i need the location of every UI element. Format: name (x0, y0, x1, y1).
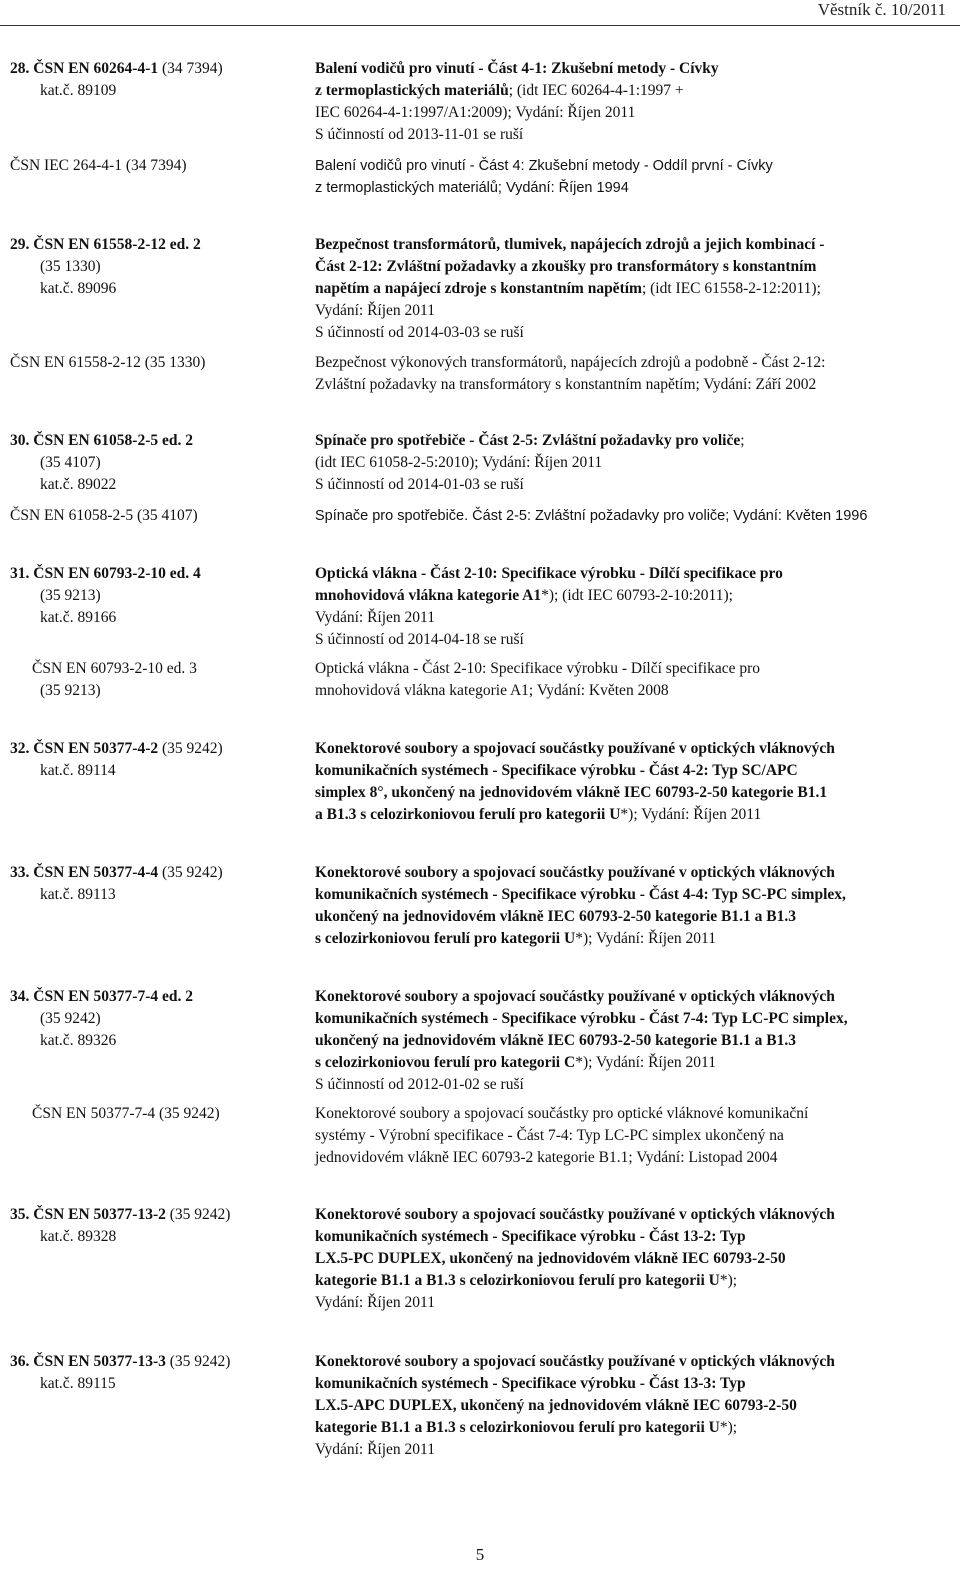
entry-number: 28. (10, 60, 30, 77)
standard-title: Konektorové soubory a spojovací součástky používané v optických vláknových (315, 988, 835, 1005)
standard-title: LX.5-PC DUPLEX, ukončený na jednovidovém vlákně IEC 60793-2-50 (315, 1250, 786, 1267)
catalog-number: kat.č. 89114 (40, 762, 116, 779)
issue-date: Vydání: Říjen 2011 (315, 1441, 435, 1458)
class-code: (35 9242) (165, 1353, 231, 1370)
standard-title: ukončený na jednovidovém vlákně IEC 60793-2-50 kategorie B1.1 a B1.3 (315, 1032, 796, 1049)
standard-details: ; (idt IEC 60264-4-1:1997 + (508, 82, 684, 99)
standard-code: ČSN EN 50377-4-4 (33, 864, 159, 881)
standard-code: ČSN EN 61058-2-5 ed. 2 (33, 432, 193, 449)
catalog-number: kat.č. 89166 (40, 609, 117, 626)
standard-details: ; (740, 432, 745, 449)
standard-code: ČSN EN 50377-4-2 (33, 740, 159, 757)
entry-number: 29. (10, 236, 30, 253)
replaced-standard-title: Balení vodičů pro vinutí - Část 4: Zkušební metody - Oddíl první - Cívky (315, 158, 773, 174)
entry-number: 30. (10, 432, 30, 449)
replaced-standard-title: Bezpečnost výkonových transformátorů, napájecích zdrojů a podobně - Část 2-12: (315, 354, 826, 371)
standard-title: komunikačních systémech - Specifikace výrobku - Část 13-2: Typ (315, 1228, 746, 1245)
standard-title-cont: kategorie B1.1 a B1.3 s celozirkoniovou ferulí pro kategorii U (315, 1419, 720, 1436)
standard-title: LX.5-APC DUPLEX, ukončený na jednovidovém vlákně IEC 60793-2-50 (315, 1397, 797, 1414)
replaced-standard-code: ČSN IEC 264-4-1 (34 7394) (10, 157, 187, 174)
entry-number: 31. (10, 565, 30, 582)
standard-title: komunikačních systémech - Specifikace výrobku - Část 4-2: Typ SC/APC (315, 762, 798, 779)
class-code: (35 4107) (40, 454, 101, 471)
class-code: (35 9242) (165, 1206, 231, 1223)
standard-title: ukončený na jednovidovém vlákně IEC 60793-2-50 kategorie B1.1 a B1.3 (315, 908, 796, 925)
effective-date: S účinností od 2014-03-03 se ruší (315, 324, 524, 341)
catalog-number: kat.č. 89115 (40, 1375, 116, 1392)
replaced-standard-title: Zvláštní požadavky na transformátory s konstantním napětím; Vydání: Září 2002 (315, 376, 817, 393)
standard-title-cont: s celozirkoniovou ferulí pro kategorii C (315, 1054, 576, 1071)
header-divider (0, 25, 960, 26)
class-code: (35 9242) (158, 740, 223, 757)
standard-code: ČSN EN 50377-13-2 (33, 1206, 166, 1223)
standard-details: IEC 60264-4-1:1997/A1:2009); Vydání: Říjen 2011 (315, 104, 636, 121)
replaced-standard-title: z termoplastických materiálů; Vydání: Říjen 1994 (315, 180, 629, 196)
standard-details: *); (719, 1272, 738, 1289)
class-code: (35 9242) (40, 1010, 101, 1027)
replaced-standard-title: systémy - Výrobní specifikace - Část 7-4: Typ LC-PC simplex ukončený na (315, 1127, 784, 1144)
standard-code: ČSN EN 50377-13-3 (33, 1353, 166, 1370)
entry-number: 35. (10, 1206, 30, 1223)
catalog-number: kat.č. 89113 (40, 886, 116, 903)
class-code: (35 9213) (40, 587, 101, 604)
standard-code: ČSN EN 60793-2-10 ed. 4 (33, 565, 201, 582)
standard-title: komunikačních systémech - Specifikace výrobku - Část 13-3: Typ (315, 1375, 746, 1392)
entry-number: 34. (10, 988, 30, 1005)
standard-title-cont: z termoplastických materiálů (315, 82, 509, 99)
page-number: 5 (475, 1545, 485, 1564)
standard-title: Spínače pro spotřebiče - Část 2-5: Zvláštní požadavky pro voliče (315, 432, 741, 449)
standard-title: Balení vodičů pro vinutí - Část 4-1: Zkušební metody - Cívky (315, 60, 719, 77)
standard-details: (idt IEC 61058-2-5:2010); Vydání: Říjen 2011 (315, 454, 603, 471)
standard-title-cont: mnohovidová vlákna kategorie A1 (315, 587, 542, 604)
issue-date: Vydání: Říjen 2011 (315, 1294, 435, 1311)
journal-header: Věstník č. 10/2011 (817, 0, 946, 19)
standard-code: ČSN EN 61558-2-12 ed. 2 (33, 236, 201, 253)
issue-date: *); Vydání: Říjen 2011 (575, 930, 716, 947)
standard-title-cont: s celozirkoniovou ferulí pro kategorii U (315, 930, 576, 947)
standard-title: Konektorové soubory a spojovací součástky používané v optických vláknových (315, 740, 835, 757)
class-code: (34 7394) (158, 60, 223, 77)
standard-details: ; (idt IEC 61558-2-12:2011); (641, 280, 821, 297)
issue-date: *); Vydání: Říjen 2011 (620, 806, 762, 823)
replaced-standard-title: Spínače pro spotřebiče. Část 2-5: Zvláštní požadavky pro voliče; Vydání: Květen 1996 (315, 508, 868, 524)
entry-number: 33. (10, 864, 30, 881)
class-code: (35 9242) (158, 864, 223, 881)
replaced-standard-title: Konektorové soubory a spojovací součástky pro optické vláknové komunikační (315, 1105, 809, 1122)
catalog-number: kat.č. 89109 (40, 82, 117, 99)
class-code: (35 1330) (40, 258, 101, 275)
standard-title: Konektorové soubory a spojovací součástky používané v optických vláknových (315, 1353, 835, 1370)
issue-date: Vydání: Říjen 2011 (315, 302, 435, 319)
effective-date: S účinností od 2014-04-18 se ruší (315, 631, 524, 648)
catalog-number: kat.č. 89328 (40, 1228, 117, 1245)
catalog-number: kat.č. 89326 (40, 1032, 117, 1049)
standard-title: komunikačních systémech - Specifikace výrobku - Část 7-4: Typ LC-PC simplex, (315, 1010, 848, 1027)
standard-title: Optická vlákna - Část 2-10: Specifikace výrobku - Dílčí specifikace pro (315, 565, 783, 582)
replaced-standard-code: ČSN EN 60793-2-10 ed. 3 (32, 660, 197, 677)
standard-title: Bezpečnost transformátorů, tlumivek, napájecích zdrojů a jejich kombinací - (315, 236, 825, 253)
standard-code: ČSN EN 60264-4-1 (33, 60, 159, 77)
standard-title: komunikačních systémech - Specifikace výrobku - Část 4-4: Typ SC-PC simplex, (315, 886, 846, 903)
effective-date: S účinností od 2013-11-01 se ruší (315, 126, 524, 143)
replaced-standard-code: ČSN EN 61558-2-12 (35 1330) (10, 354, 206, 371)
standard-title: Část 2-12: Zvláštní požadavky a zkoušky pro transformátory s konstantním (315, 258, 817, 275)
replaced-class-code: (35 9213) (40, 682, 101, 699)
replaced-standard-title: mnohovidová vlákna kategorie A1; Vydání: Květen 2008 (315, 682, 669, 699)
effective-date: S účinností od 2012-01-02 se ruší (315, 1076, 524, 1093)
catalog-number: kat.č. 89096 (40, 280, 117, 297)
standard-title-cont: a B1.3 s celozirkoniovou ferulí pro kategorii U (315, 806, 621, 823)
standard-title: Konektorové soubory a spojovací součástky používané v optických vláknových (315, 1206, 835, 1223)
standard-details: *); (idt IEC 60793-2-10:2011); (541, 587, 733, 604)
standard-title: Konektorové soubory a spojovací součástky používané v optických vláknových (315, 864, 835, 881)
issue-date: *); Vydání: Říjen 2011 (575, 1054, 716, 1071)
issue-date: Vydání: Říjen 2011 (315, 609, 435, 626)
standard-code: ČSN EN 50377-7-4 ed. 2 (33, 988, 193, 1005)
catalog-number: kat.č. 89022 (40, 476, 117, 493)
entry-number: 32. (10, 740, 30, 757)
standard-title-cont: napětím a napájecí zdroje s konstantním napětím (315, 280, 642, 297)
replaced-standard-code: ČSN EN 50377-7-4 (35 9242) (32, 1105, 220, 1122)
replaced-standard-title: Optická vlákna - Část 2-10: Specifikace výrobku - Dílčí specifikace pro (315, 660, 761, 677)
standard-title: simplex 8°, ukončený na jednovidovém vlákně IEC 60793-2-50 kategorie B1.1 (315, 784, 828, 801)
effective-date: S účinností od 2014-01-03 se ruší (315, 476, 524, 493)
entry-number: 36. (10, 1353, 30, 1370)
standard-details: *); (719, 1419, 738, 1436)
standard-title-cont: kategorie B1.1 a B1.3 s celozirkoniovou ferulí pro kategorii U (315, 1272, 720, 1289)
replaced-standard-code: ČSN EN 61058-2-5 (35 4107) (10, 507, 198, 524)
replaced-standard-title: jednovidovém vlákně IEC 60793-2 kategorie B1.1; Vydání: Listopad 2004 (315, 1149, 778, 1166)
